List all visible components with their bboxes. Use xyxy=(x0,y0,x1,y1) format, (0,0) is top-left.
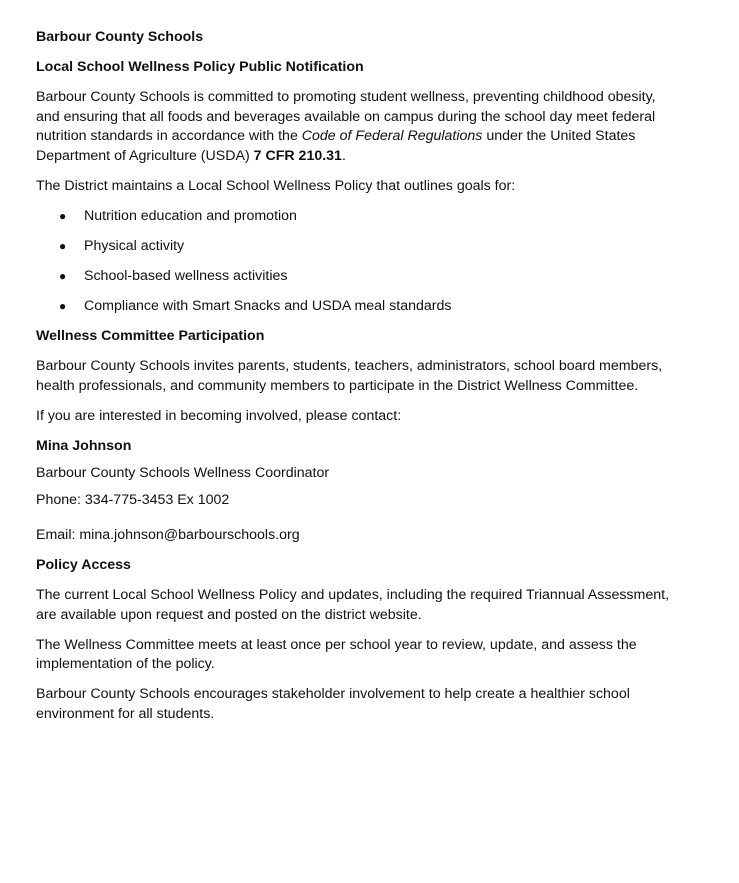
org-title: Barbour County Schools xyxy=(36,29,204,45)
contact-prompt: If you are interested in becoming involved, please contact: xyxy=(36,407,402,424)
bullet-icon: ● xyxy=(59,269,67,284)
contact-role: Barbour County Schools Wellness Coordinator xyxy=(36,465,330,482)
intro-text-1: Barbour County Schools is committed to promoting student wellness, preventing childhood obesity, and ensuring that all foods and beverages available on campus during the school day meet federal nutrition standards in accordance with the xyxy=(36,89,656,145)
goals-list xyxy=(36,207,676,317)
contact-email: Email: mina.johnson@barbourschools.org xyxy=(36,526,300,543)
bullet-icon: ● xyxy=(59,299,67,314)
list-item: ● Compliance with Smart Snacks and USDA meal standards xyxy=(36,297,676,317)
intro-paragraph xyxy=(36,88,676,166)
committee-heading: Wellness Committee Participation xyxy=(36,328,265,345)
intro-text-2: under the United States Department of Agriculture (USDA) xyxy=(36,128,636,164)
cfr-title: Code of Federal Regulations xyxy=(301,128,483,145)
intro-text-3: . xyxy=(341,147,346,164)
goals-intro: The District maintains a Local School Wellness Policy that outlines goals for: xyxy=(36,178,516,195)
access-paragraph-3: Barbour County Schools encourages stakeholder involvement to help create a healthier school environment for all students. xyxy=(36,686,630,722)
contact-phone: Phone: 334-775-3453 Ex 1002 xyxy=(36,492,230,509)
list-item: ● Physical activity xyxy=(36,237,676,257)
bullet-icon: ● xyxy=(59,239,67,254)
bullet-icon: ● xyxy=(59,209,67,224)
cfr-citation: 7 CFR 210.31 xyxy=(253,147,342,164)
document-page xyxy=(36,28,676,735)
contact-name: Mina Johnson xyxy=(36,437,132,454)
committee-body: Barbour County Schools invites parents, students, teachers, administrators, school board members, health professionals, and community members to participate in the District Wellness Committee. xyxy=(36,358,663,394)
list-item: ● Nutrition education and promotion xyxy=(36,207,676,227)
list-item: ● School-based wellness activities xyxy=(36,267,676,287)
access-paragraph-2: The Wellness Committee meets at least once per school year to review, update, and assess the implementation of the policy. xyxy=(36,636,637,673)
notice-title: Local School Wellness Policy Public Notification xyxy=(36,59,364,76)
access-paragraph-1: The current Local School Wellness Policy and updates, including the required Triannual Assessment, are available upon request and posted on the district website. xyxy=(36,586,670,623)
access-heading: Policy Access xyxy=(36,556,131,573)
